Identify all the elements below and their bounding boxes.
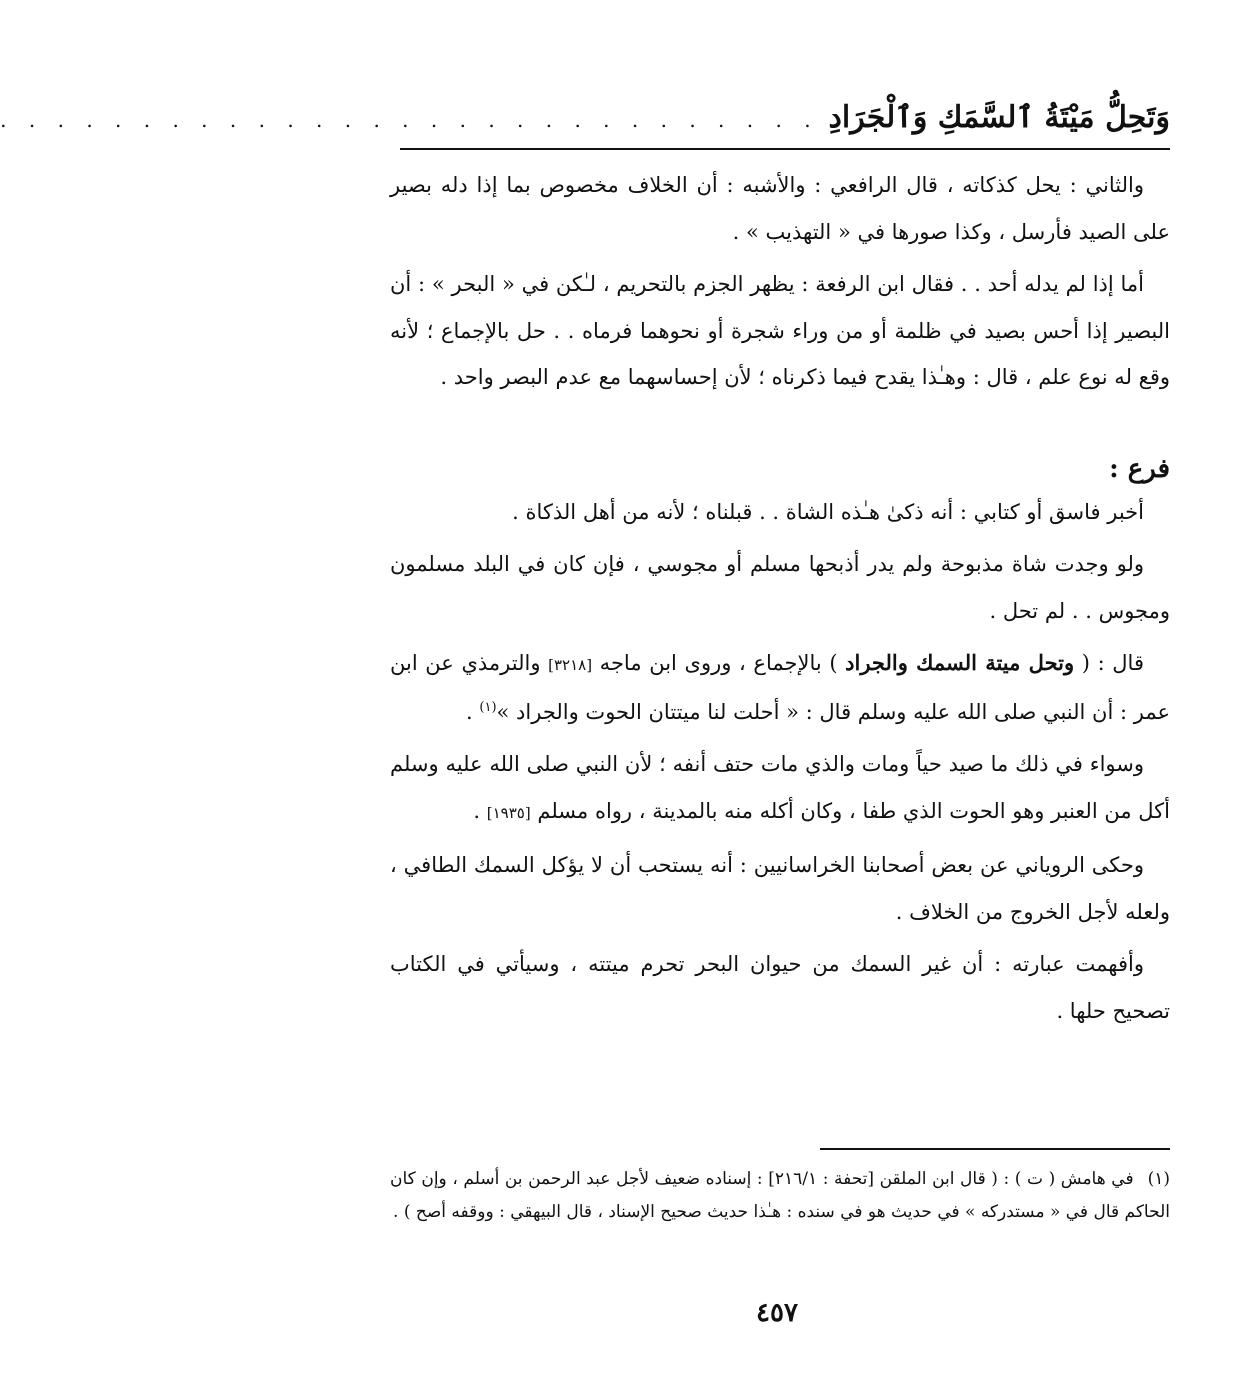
p5-rest: والترمذي عن ابن عمر : أن النبي صلى الله عليه وسلم قال : « أحلت لنا ميتتان الحوت والجراد » <box>390 651 1170 724</box>
p6-text: وسواء في ذلك ما صيد حياً ومات والذي مات حتف أنفه ؛ لأن النبي صلى الله عليه وسلم أكل من العنبر وهو الحوت الذي طفا ، وكان أكله منه بالمدينة ، رواه مسلم <box>390 752 1170 823</box>
paragraph-sea-animals: وأفهمت عبارته : أن غير السمك من حيوان البحر تحرم ميتته ، وسيأتي في الكتاب تصحيح حلها . <box>390 952 1170 1023</box>
main-text <box>390 162 1170 1034</box>
paragraph-second-opinion: والثاني : يحل كذكاته ، قال الرافعي : والأشبه : أن الخلاف مخصوص بما إذا دله بصير على الصيد فأرسل ، وكذا صورها في « التهذيب » . <box>390 173 1170 244</box>
footnote-number: (١) <box>1147 1169 1170 1189</box>
matn-quote: وتحل ميتة السمك والجراد <box>845 650 1075 675</box>
p5-start: قال : ( <box>1074 651 1144 675</box>
paragraph-matn-fish-locust <box>390 640 1170 735</box>
paragraph-ibn-rifa: أما إذا لم يدله أحد . . فقال ابن الرفعة : يظهر الجزم بالتحريم ، لـٰكن في « البحر » : أن البصير إذا أحس بصيد في ظلمة أو من وراء شجرة أو نحوهما فرماه . . حل بالإجماع ؛ لأنه وقع له نوع علم ، قال : وهـٰذا يقدح فيما ذكرناه ؛ لأن إحساسهما مع عدم البصر واحد . <box>390 272 1170 389</box>
footnote-1 <box>390 1163 1170 1228</box>
footnote-reference[interactable]: (١) <box>479 699 497 715</box>
footnote-text: في هامش ( ت ) : ( قال ابن الملقن [تحفة : ٢١٦/١] : إسناده ضعيف لأجل عبد الرحمن بن أسلم ، وإن كان الحاكم قال في « مستدركه » في حديث هو في سنده : هـٰذا حديث صحيح الإسناد ، قال البيهقي : ووقفه أصح ) . <box>390 1169 1170 1222</box>
leader-dots: . . . . . . . . . . . . . . . . . . . . . . . . . . . . . <box>0 108 819 132</box>
footnote-rule <box>820 1148 1170 1150</box>
hadith-citation-ibn-majah: [٣٢١٨] <box>548 656 593 674</box>
paragraph-ambergris <box>390 741 1170 836</box>
p5-mid: ) بالإجماع ، وروى ابن ماجه <box>592 651 846 675</box>
section-heading-far: فرع : <box>1109 453 1170 484</box>
page-number: ٤٥٧ <box>756 1298 798 1328</box>
p6-end: . <box>473 798 487 823</box>
hadith-citation-muslim: [١٩٣٥] <box>486 803 531 822</box>
p5-end: . <box>466 699 480 724</box>
running-header <box>0 78 1170 136</box>
running-title: وَتَحِلُّ مَيْتَةُ ٱلسَّمَكِ وَٱلْجَرَادِ <box>828 100 1170 135</box>
paragraph-fasiq: أخبر فاسق أو كتابي : أنه ذكىٰ هـٰذه الشاة . . قبلناه ؛ لأنه من أهل الذكاة . <box>512 499 1144 524</box>
header-rule <box>400 148 1170 150</box>
paragraph-slaughtered-sheep: ولو وجدت شاة مذبوحة ولم يدر أذبحها مسلم أو مجوسي ، فإن كان في البلد مسلمون ومجوس . . لم تحل . <box>390 552 1170 623</box>
paragraph-ruyani: وحكى الروياني عن بعض أصحابنا الخراسانيين : أنه يستحب أن لا يؤكل السمك الطافي ، ولعله لأجل الخروج من الخلاف . <box>390 853 1170 924</box>
footnote <box>390 1163 1170 1228</box>
